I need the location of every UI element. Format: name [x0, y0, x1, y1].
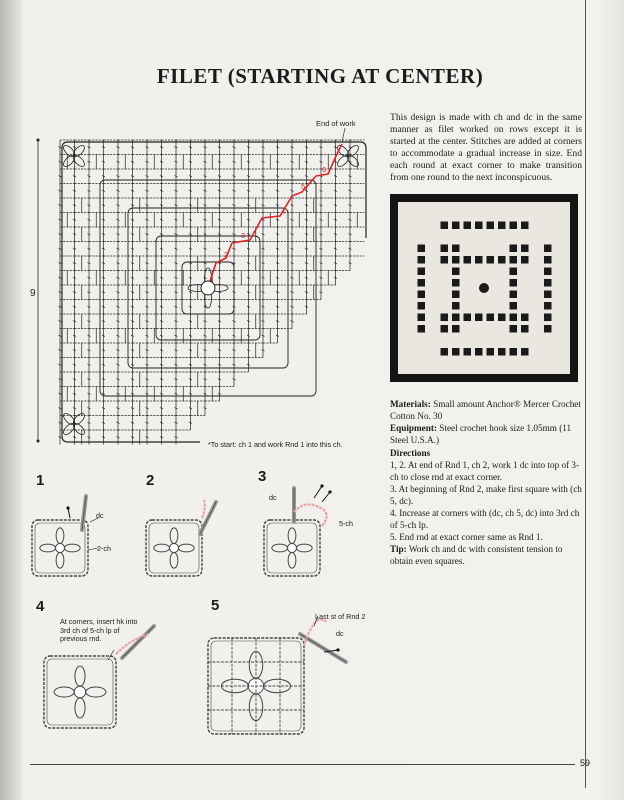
step-3-dc-label: dc [269, 493, 277, 502]
equipment-label: Equipment: [390, 423, 437, 433]
step-2-diagram [136, 490, 246, 590]
direction-step: 5. End rnd at exact corner same as Rnd 1. [390, 532, 543, 542]
materials-label: Materials: [390, 399, 431, 409]
direction-step: 3. At beginning of Rnd 2, make first square with (ch 5, dc). [390, 484, 582, 506]
tip-text: Work ch and dc with consistent tension to obtain even squares. [390, 544, 563, 566]
step-number-1: 1 [36, 472, 45, 489]
equipment-text: Steel crochet hook size 1.05mm (11 Steel U.S.A.) [390, 423, 572, 445]
step-5-dc-label: dc [336, 629, 344, 638]
step-1-dc-label: dc [96, 511, 104, 520]
finished-motif-photo [390, 194, 578, 382]
direction-step: 4. Increase at corners with (dc, ch 5, dc) into 3rd ch of 5-ch lp. [390, 508, 580, 530]
footer-rule [30, 764, 575, 765]
round-label-5: 5 [301, 182, 306, 191]
start-note: *To start: ch 1 and work Rnd 1 into this ch. [208, 440, 343, 449]
step-1-diagram [24, 490, 134, 590]
round-label-4: 4 [281, 207, 286, 216]
page-number: 59 [580, 758, 591, 768]
book-binding [0, 0, 22, 800]
crochet-chart [30, 118, 375, 453]
page-title: FILET (STARTING AT CENTER) [156, 64, 484, 88]
margin-rule [585, 0, 586, 788]
directions-label: Directions [390, 448, 431, 458]
step-number-4: 4 [36, 598, 45, 615]
step-1-2ch-label: 2-ch [97, 544, 111, 553]
side-measure-label: 9 [30, 288, 36, 299]
step-4-note: At corners, insert hk into 3rd ch of 5-ch lp of previous rnd. [60, 617, 138, 643]
materials-text: Small amount Anchor® Mercer Crochet Cotton No. 30 [390, 399, 581, 421]
intro-paragraph: This design is made with ch and dc in the same manner as filet worked on rows except it is started at the center. Stitches are added at corners to accommodate a gradual increase in size. End each round at exact corner to make transition from one round to the next inconspicuous. [390, 112, 582, 183]
materials-section [390, 398, 582, 567]
step-number-5: 5 [211, 597, 220, 614]
round-label-2: 2 [224, 250, 229, 259]
step-5-last-st-label: Last st of Rnd 2 [315, 612, 366, 621]
step-number-3: 3 [258, 468, 267, 485]
direction-step: 1, 2. At end of Rnd 1, ch 2, work 1 dc into top of 3-ch to close rnd at exact corner. [390, 460, 580, 482]
round-label-6: 6 [322, 165, 327, 174]
round-label-3: 3 [241, 231, 246, 240]
step-3-5ch-label: 5-ch [339, 519, 353, 528]
tip-label: Tip: [390, 544, 407, 554]
end-of-work-label: End of work [316, 119, 356, 128]
step-number-2: 2 [146, 472, 155, 489]
step-3-diagram [250, 482, 370, 592]
